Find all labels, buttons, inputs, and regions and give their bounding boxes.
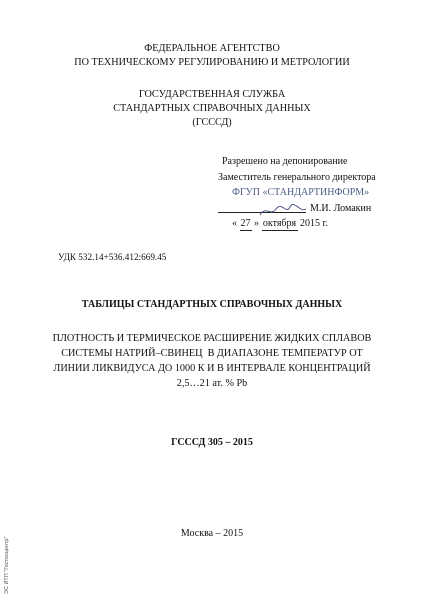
- margin-note: ЭС ИТП "Гостехцентр": [4, 536, 10, 594]
- date-close-quote: »: [254, 218, 259, 229]
- title-line-4: 2,5…21 ат. % Pb: [176, 378, 248, 389]
- agency-line-1: ФЕДЕРАЛЬНОЕ АГЕНТСТВО: [144, 43, 280, 54]
- service-header: [0, 88, 424, 130]
- city-year: Москва – 2015: [180, 528, 244, 539]
- approval-organization-row: [232, 185, 412, 201]
- agency-line-2: ПО ТЕХНИЧЕСКОМУ РЕГУЛИРОВАНИЮ И МЕТРОЛОГИИ: [74, 57, 350, 68]
- date-year: 2015 г.: [300, 218, 328, 229]
- service-line-1: ГОСУДАРСТВЕННАЯ СЛУЖБА: [138, 89, 286, 100]
- approval-block: [218, 154, 412, 232]
- agency-header: [0, 42, 424, 70]
- approval-date: [232, 216, 412, 232]
- approval-signature-row: [218, 201, 412, 217]
- udc-code: УДК 532.14+536.412:669.45: [58, 252, 167, 262]
- document-title: [0, 331, 424, 391]
- date-day: 27: [240, 218, 251, 229]
- signature-line: [218, 212, 306, 213]
- title-line-3: ЛИНИИ ЛИКВИДУСА ДО 1000 К И В ИНТЕРВАЛЕ КОНЦЕНТРАЦИЙ: [53, 363, 371, 374]
- approval-signer: М.И. Ломакин: [310, 202, 372, 214]
- approval-position: Заместитель генерального директора: [218, 171, 376, 183]
- date-month: октября: [262, 218, 297, 229]
- approval-organization: ФГУП «СТАНДАРТИНФОРМ»: [232, 187, 370, 198]
- service-line-2: СТАНДАРТНЫХ СПРАВОЧНЫХ ДАННЫХ: [113, 103, 311, 114]
- date-open-quote: «: [232, 218, 237, 229]
- document-heading: ТАБЛИЦЫ СТАНДАРТНЫХ СПРАВОЧНЫХ ДАННЫХ: [81, 299, 343, 310]
- service-line-3: (ГСССД): [192, 117, 232, 128]
- approval-permission: Разрешено на депонирование: [222, 156, 348, 167]
- document-code: ГСССД 305 – 2015: [171, 437, 253, 448]
- title-line-1: ПЛОТНОСТЬ И ТЕРМИЧЕСКОЕ РАСШИРЕНИЕ ЖИДКИХ СПЛАВОВ: [52, 333, 372, 344]
- title-line-2: СИСТЕМЫ НАТРИЙ–СВИНЕЦ В ДИАПАЗОНЕ ТЕМПЕРАТУР ОТ: [61, 348, 363, 359]
